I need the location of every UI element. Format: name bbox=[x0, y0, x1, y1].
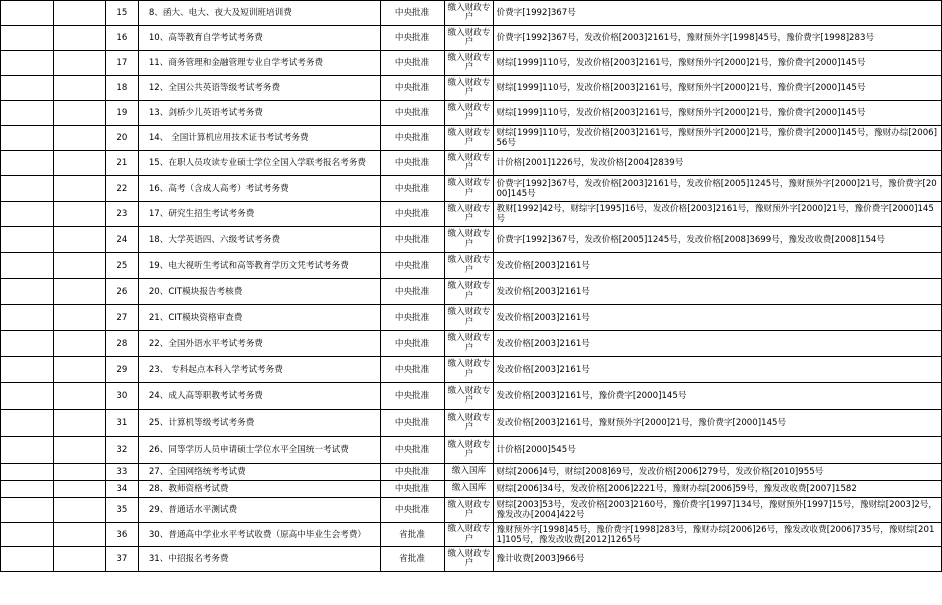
row-number-cell: 34 bbox=[105, 481, 138, 498]
fee-name-cell: 30、普通高中学业水平考试收费（原高中毕业生会考费） bbox=[138, 523, 380, 547]
fee-name-cell: 13、剑桥少儿英语考试考务费 bbox=[138, 101, 380, 126]
blank-cell bbox=[1, 357, 54, 383]
table-row bbox=[1, 383, 942, 410]
table-row bbox=[1, 305, 942, 331]
fee-name-cell: 24、成人高等职教考试考务费 bbox=[138, 383, 380, 410]
table-row bbox=[1, 523, 942, 547]
fund-destination-cell: 缴入财政专户 bbox=[444, 202, 494, 227]
blank-cell bbox=[53, 498, 105, 523]
fund-destination-cell: 缴入财政专户 bbox=[444, 523, 494, 547]
blank-cell bbox=[1, 410, 54, 437]
row-number-cell: 25 bbox=[105, 253, 138, 279]
row-number-cell: 21 bbox=[105, 151, 138, 176]
table-row bbox=[1, 357, 942, 383]
table-row bbox=[1, 279, 942, 305]
table-row bbox=[1, 76, 942, 101]
fee-name-cell: 29、普通话水平测试费 bbox=[138, 498, 380, 523]
row-number-cell: 29 bbox=[105, 357, 138, 383]
fee-name-cell: 31、中招报名考务费 bbox=[138, 547, 380, 572]
row-number-cell: 23 bbox=[105, 202, 138, 227]
approval-authority-cell: 中央批准 bbox=[380, 498, 444, 523]
blank-cell bbox=[1, 202, 54, 227]
blank-cell bbox=[53, 26, 105, 51]
blank-cell bbox=[53, 126, 105, 151]
fund-destination-cell: 缴入财政专户 bbox=[444, 253, 494, 279]
blank-cell bbox=[53, 51, 105, 76]
policy-basis-cell: 财综[2003]53号，发改价格[2003]2160号，豫价费字[1997]134号，豫财预外[1997]15号，豫财综[2003]2号，豫发改办[2004]422号 bbox=[494, 498, 942, 523]
blank-cell bbox=[1, 253, 54, 279]
fee-name-cell: 18、大学英语四、六级考试考务费 bbox=[138, 227, 380, 253]
fee-name-cell: 25、计算机等级考试考务费 bbox=[138, 410, 380, 437]
table-row bbox=[1, 126, 942, 151]
blank-cell bbox=[53, 547, 105, 572]
blank-cell bbox=[53, 437, 105, 464]
table-row bbox=[1, 547, 942, 572]
policy-basis-cell: 计价格[2001]1226号，发改价格[2004]2839号 bbox=[494, 151, 942, 176]
blank-cell bbox=[53, 357, 105, 383]
approval-authority-cell: 中央批准 bbox=[380, 51, 444, 76]
fee-name-cell: 28、教师资格考试费 bbox=[138, 481, 380, 498]
fund-destination-cell: 缴入财政专户 bbox=[444, 1, 494, 26]
blank-cell bbox=[1, 26, 54, 51]
fund-destination-cell: 缴入财政专户 bbox=[444, 101, 494, 126]
approval-authority-cell: 省批准 bbox=[380, 547, 444, 572]
fee-table-body bbox=[1, 1, 942, 572]
table-row bbox=[1, 464, 942, 481]
fund-destination-cell: 缴入财政专户 bbox=[444, 305, 494, 331]
approval-authority-cell: 中央批准 bbox=[380, 1, 444, 26]
fund-destination-cell: 缴入财政专户 bbox=[444, 26, 494, 51]
fund-destination-cell: 缴入财政专户 bbox=[444, 51, 494, 76]
table-row bbox=[1, 498, 942, 523]
fee-name-cell: 12、全国公共英语等级考试考务费 bbox=[138, 76, 380, 101]
blank-cell bbox=[53, 383, 105, 410]
row-number-cell: 18 bbox=[105, 76, 138, 101]
table-row bbox=[1, 331, 942, 357]
fund-destination-cell: 缴入财政专户 bbox=[444, 410, 494, 437]
policy-basis-cell: 发改价格[2003]2161号 bbox=[494, 305, 942, 331]
table-row bbox=[1, 410, 942, 437]
blank-cell bbox=[53, 481, 105, 498]
fee-name-cell: 11、商务管理和金融管理专业自学考试考务费 bbox=[138, 51, 380, 76]
policy-basis-cell: 财综[2006]34号，发改价格[2006]2221号，豫财办综[2006]59号，豫发改收费[2007]1582 bbox=[494, 481, 942, 498]
blank-cell bbox=[53, 279, 105, 305]
blank-cell bbox=[1, 383, 54, 410]
approval-authority-cell: 中央批准 bbox=[380, 279, 444, 305]
blank-cell bbox=[1, 227, 54, 253]
policy-basis-cell: 财综[1999]110号，发改价格[2003]2161号，豫财预外字[2000]21号，豫价费字[2000]145号，豫财办综[2006]56号 bbox=[494, 126, 942, 151]
blank-cell bbox=[1, 101, 54, 126]
blank-cell bbox=[1, 331, 54, 357]
table-row bbox=[1, 26, 942, 51]
blank-cell bbox=[53, 176, 105, 202]
fund-destination-cell: 缴入财政专户 bbox=[444, 331, 494, 357]
fee-name-cell: 8、函大、电大、夜大及短训班培训费 bbox=[138, 1, 380, 26]
approval-authority-cell: 中央批准 bbox=[380, 253, 444, 279]
row-number-cell: 22 bbox=[105, 176, 138, 202]
blank-cell bbox=[1, 1, 54, 26]
policy-basis-cell: 发改价格[2003]2161号，豫价费字[2000]145号 bbox=[494, 383, 942, 410]
blank-cell bbox=[1, 523, 54, 547]
approval-authority-cell: 中央批准 bbox=[380, 357, 444, 383]
row-number-cell: 15 bbox=[105, 1, 138, 26]
approval-authority-cell: 中央批准 bbox=[380, 437, 444, 464]
fee-name-cell: 22、全国外语水平考试考务费 bbox=[138, 331, 380, 357]
fund-destination-cell: 缴入国库 bbox=[444, 464, 494, 481]
policy-basis-cell: 财综[2006]4号，财综[2008]69号，发改价格[2006]279号，发改价格[2010]955号 bbox=[494, 464, 942, 481]
fee-name-cell: 26、同等学历人员申请硕士学位水平全国统一考试费 bbox=[138, 437, 380, 464]
table-row bbox=[1, 253, 942, 279]
blank-cell bbox=[53, 523, 105, 547]
approval-authority-cell: 中央批准 bbox=[380, 202, 444, 227]
fund-destination-cell: 缴入财政专户 bbox=[444, 437, 494, 464]
approval-authority-cell: 中央批准 bbox=[380, 176, 444, 202]
row-number-cell: 17 bbox=[105, 51, 138, 76]
approval-authority-cell: 中央批准 bbox=[380, 227, 444, 253]
policy-basis-cell: 财综[1999]110号，发改价格[2003]2161号，豫财预外字[2000]21号，豫价费字[2000]145号 bbox=[494, 76, 942, 101]
fund-destination-cell: 缴入财政专户 bbox=[444, 279, 494, 305]
row-number-cell: 19 bbox=[105, 101, 138, 126]
table-row bbox=[1, 202, 942, 227]
approval-authority-cell: 中央批准 bbox=[380, 410, 444, 437]
policy-basis-cell: 价费字[1992]367号 bbox=[494, 1, 942, 26]
policy-basis-cell: 发改价格[2003]2161号，豫财预外字[2000]21号，豫价费字[2000]145号 bbox=[494, 410, 942, 437]
fee-name-cell: 19、电大视听生考试和高等教育学历文凭考试考务费 bbox=[138, 253, 380, 279]
policy-basis-cell: 发改价格[2003]2161号 bbox=[494, 253, 942, 279]
table-row bbox=[1, 51, 942, 76]
policy-basis-cell: 豫计收费[2003]966号 bbox=[494, 547, 942, 572]
blank-cell bbox=[53, 305, 105, 331]
approval-authority-cell: 中央批准 bbox=[380, 76, 444, 101]
fee-name-cell: 20、CIT模块报告考核费 bbox=[138, 279, 380, 305]
row-number-cell: 16 bbox=[105, 26, 138, 51]
policy-basis-cell: 教财[1992]42号，财综字[1995]16号，发改价格[2003]2161号，豫财预外字[2000]21号，豫价费字[2000]145号 bbox=[494, 202, 942, 227]
blank-cell bbox=[53, 331, 105, 357]
policy-basis-cell: 价费字[1992]367号，发改价格[2003]2161号，豫财预外字[1998]45号，豫价费字[1998]283号 bbox=[494, 26, 942, 51]
approval-authority-cell: 中央批准 bbox=[380, 26, 444, 51]
blank-cell bbox=[1, 176, 54, 202]
fund-destination-cell: 缴入财政专户 bbox=[444, 76, 494, 101]
blank-cell bbox=[53, 76, 105, 101]
policy-basis-cell: 财综[1999]110号，发改价格[2003]2161号，豫财预外字[2000]21号，豫价费字[2000]145号 bbox=[494, 51, 942, 76]
fund-destination-cell: 缴入财政专户 bbox=[444, 151, 494, 176]
fee-name-cell: 27、全国网络统考考试费 bbox=[138, 464, 380, 481]
fee-name-cell: 23、 专科起点本科入学考试考务费 bbox=[138, 357, 380, 383]
table-row bbox=[1, 1, 942, 26]
fee-name-cell: 15、在职人员攻读专业硕士学位全国入学联考报名考务费 bbox=[138, 151, 380, 176]
fund-destination-cell: 缴入国库 bbox=[444, 481, 494, 498]
fund-destination-cell: 缴入财政专户 bbox=[444, 547, 494, 572]
policy-basis-cell: 发改价格[2003]2161号 bbox=[494, 331, 942, 357]
approval-authority-cell: 中央批准 bbox=[380, 126, 444, 151]
fee-name-cell: 17、研究生招生考试考务费 bbox=[138, 202, 380, 227]
fund-destination-cell: 缴入财政专户 bbox=[444, 357, 494, 383]
approval-authority-cell: 中央批准 bbox=[380, 331, 444, 357]
table-row bbox=[1, 481, 942, 498]
blank-cell bbox=[1, 498, 54, 523]
table-row bbox=[1, 101, 942, 126]
blank-cell bbox=[1, 464, 54, 481]
row-number-cell: 28 bbox=[105, 331, 138, 357]
fee-name-cell: 14、 全国计算机应用技术证书考试考务费 bbox=[138, 126, 380, 151]
row-number-cell: 27 bbox=[105, 305, 138, 331]
fund-destination-cell: 缴入财政专户 bbox=[444, 498, 494, 523]
policy-basis-cell: 豫财预外字[1998]45号，豫价费字[1998]283号，豫财办综[2006]26号，豫发改收费[2006]735号，豫财综[2011]105号，豫发改收费[2012]1265号 bbox=[494, 523, 942, 547]
fee-name-cell: 10、高等教育自学考试考务费 bbox=[138, 26, 380, 51]
blank-cell bbox=[1, 151, 54, 176]
row-number-cell: 20 bbox=[105, 126, 138, 151]
blank-cell bbox=[1, 51, 54, 76]
blank-cell bbox=[53, 1, 105, 26]
row-number-cell: 31 bbox=[105, 410, 138, 437]
approval-authority-cell: 中央批准 bbox=[380, 101, 444, 126]
row-number-cell: 33 bbox=[105, 464, 138, 481]
blank-cell bbox=[53, 464, 105, 481]
blank-cell bbox=[1, 279, 54, 305]
fee-name-cell: 16、高考（含成人高考）考试考务费 bbox=[138, 176, 380, 202]
blank-cell bbox=[53, 101, 105, 126]
blank-cell bbox=[53, 227, 105, 253]
blank-cell bbox=[53, 410, 105, 437]
blank-cell bbox=[53, 151, 105, 176]
row-number-cell: 36 bbox=[105, 523, 138, 547]
blank-cell bbox=[1, 76, 54, 101]
approval-authority-cell: 中央批准 bbox=[380, 305, 444, 331]
blank-cell bbox=[53, 253, 105, 279]
fund-destination-cell: 缴入财政专户 bbox=[444, 176, 494, 202]
approval-authority-cell: 中央批准 bbox=[380, 464, 444, 481]
blank-cell bbox=[1, 437, 54, 464]
blank-cell bbox=[1, 126, 54, 151]
row-number-cell: 35 bbox=[105, 498, 138, 523]
blank-cell bbox=[53, 202, 105, 227]
row-number-cell: 32 bbox=[105, 437, 138, 464]
table-row bbox=[1, 437, 942, 464]
policy-basis-cell: 价费字[1992]367号，发改价格[2005]1245号，发改价格[2008]3699号，豫发改收费[2008]154号 bbox=[494, 227, 942, 253]
policy-basis-cell: 价费字[1992]367号，发改价格[2003]2161号，发改价格[2005]1245号，豫财预外字[2000]21号，豫价费字[2000]145号 bbox=[494, 176, 942, 202]
fund-destination-cell: 缴入财政专户 bbox=[444, 383, 494, 410]
blank-cell bbox=[1, 547, 54, 572]
approval-authority-cell: 中央批准 bbox=[380, 481, 444, 498]
policy-basis-cell: 计价格[2000]545号 bbox=[494, 437, 942, 464]
table-row bbox=[1, 176, 942, 202]
blank-cell bbox=[1, 481, 54, 498]
approval-authority-cell: 省批准 bbox=[380, 523, 444, 547]
approval-authority-cell: 中央批准 bbox=[380, 151, 444, 176]
table-row bbox=[1, 151, 942, 176]
row-number-cell: 37 bbox=[105, 547, 138, 572]
fund-destination-cell: 缴入财政专户 bbox=[444, 126, 494, 151]
fee-name-cell: 21、CIT模块资格审查费 bbox=[138, 305, 380, 331]
fund-destination-cell: 缴入财政专户 bbox=[444, 227, 494, 253]
approval-authority-cell: 中央批准 bbox=[380, 383, 444, 410]
row-number-cell: 24 bbox=[105, 227, 138, 253]
policy-basis-cell: 发改价格[2003]2161号 bbox=[494, 279, 942, 305]
row-number-cell: 30 bbox=[105, 383, 138, 410]
policy-basis-cell: 财综[1999]110号，发改价格[2003]2161号，豫财预外字[2000]21号，豫价费字[2000]145号 bbox=[494, 101, 942, 126]
table-row bbox=[1, 227, 942, 253]
row-number-cell: 26 bbox=[105, 279, 138, 305]
blank-cell bbox=[1, 305, 54, 331]
policy-basis-cell: 发改价格[2003]2161号 bbox=[494, 357, 942, 383]
